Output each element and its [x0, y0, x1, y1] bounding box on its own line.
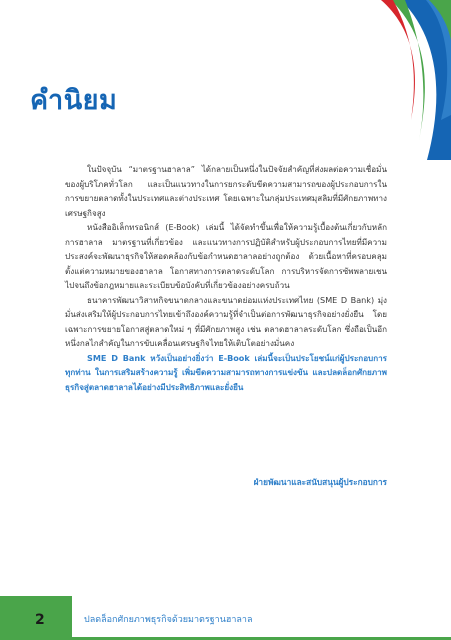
paragraph-3: ธนาคารพัฒนาวิสาหกิจขนาดกลางและขนาดย่อมแห่งประเทศไทย (SME D Bank) มุ่งมั่นส่งเสริมให้ผู้ประกอบการไทยเข้าถึงองค์ความรู้ที่จำเป็นต่อการพัฒนาธุรกิจอย่างยั่งยืน โดยเฉพาะการขยายโอกาสสู่ตลาดใหม่ ๆ ที่มีศักยภาพสูง เช่น ตลาดฮาลาลระดับโลก ซึ่งถือเป็นอีกหนึ่งกลไกสำคัญในการขับเคลื่อนเศรษฐกิจไทยให้เติบโตอย่างมั่นคง [65, 294, 387, 348]
corner-ribbon-decoration [331, 0, 451, 160]
highlight-paragraph: SME D Bank หวังเป็นอย่างยิ่งว่า E-Book เล่มนี้จะเป็นประโยชน์แก่ผู้ประกอบการทุกท่าน ในการเสริมสร้างความรู้ เพิ่มขีดความสามารถทางการแข่งขัน และปลดล็อกศักยภาพธุรกิจสู่ตลาดฮาลาลได้อย่างมีประสิทธิภาพและยั่งยืน [65, 352, 387, 392]
paragraph-2: หนังสืออิเล็กทรอนิกส์ (E-Book) เล่มนี้ ได้จัดทำขึ้นเพื่อให้ความรู้เบื้องต้นเกี่ยวกับหลักการฮาลาล มาตรฐานที่เกี่ยวข้อง และแนวทางการปฏิบัติสำหรับผู้ประกอบการไทยที่มีความประสงค์จะพัฒนาธุรกิจให้สอดคล้องกับข้อกำหนดฮาลาลอย่างถูกต้อง ด้วยเนื้อหาที่ครอบคลุมตั้งแต่ความหมายของฮาลาล โอกาสทางการตลาดระดับโลก การบริหารจัดการซัพพลายเชน ไปจนถึงข้อกฎหมายและระเบียบข้อบังคับที่เกี่ยวข้องอย่างครบถ้วน [65, 222, 387, 290]
paragraph-1: ในปัจจุบัน “มาตรฐานฮาลาล” ได้กลายเป็นหนึ่งในปัจจัยสำคัญที่ส่งผลต่อความเชื่อมั่นของผู้บริโภคทั่วโลก และเป็นแนวทางในการยกระดับขีดความสามารถของผู้ประกอบการในการขยายตลาดทั้งในประเทศและต่างประเทศ โดยเฉพาะในกลุ่มประเทศมุสลิมที่มีศักยภาพทางเศรษฐกิจสูง [65, 164, 387, 218]
page-footer [0, 596, 451, 640]
footer-book-title: ปลดล็อกศักยภาพธุรกิจด้วยมาตรฐานฮาลาล [84, 615, 253, 625]
foreword-body [65, 162, 387, 394]
signature-department: ฝ่ายพัฒนาและสนับสนุนผู้ประกอบการ [253, 477, 387, 487]
page-title: คำนิยม [30, 85, 118, 116]
page-number: 2 [35, 612, 45, 628]
